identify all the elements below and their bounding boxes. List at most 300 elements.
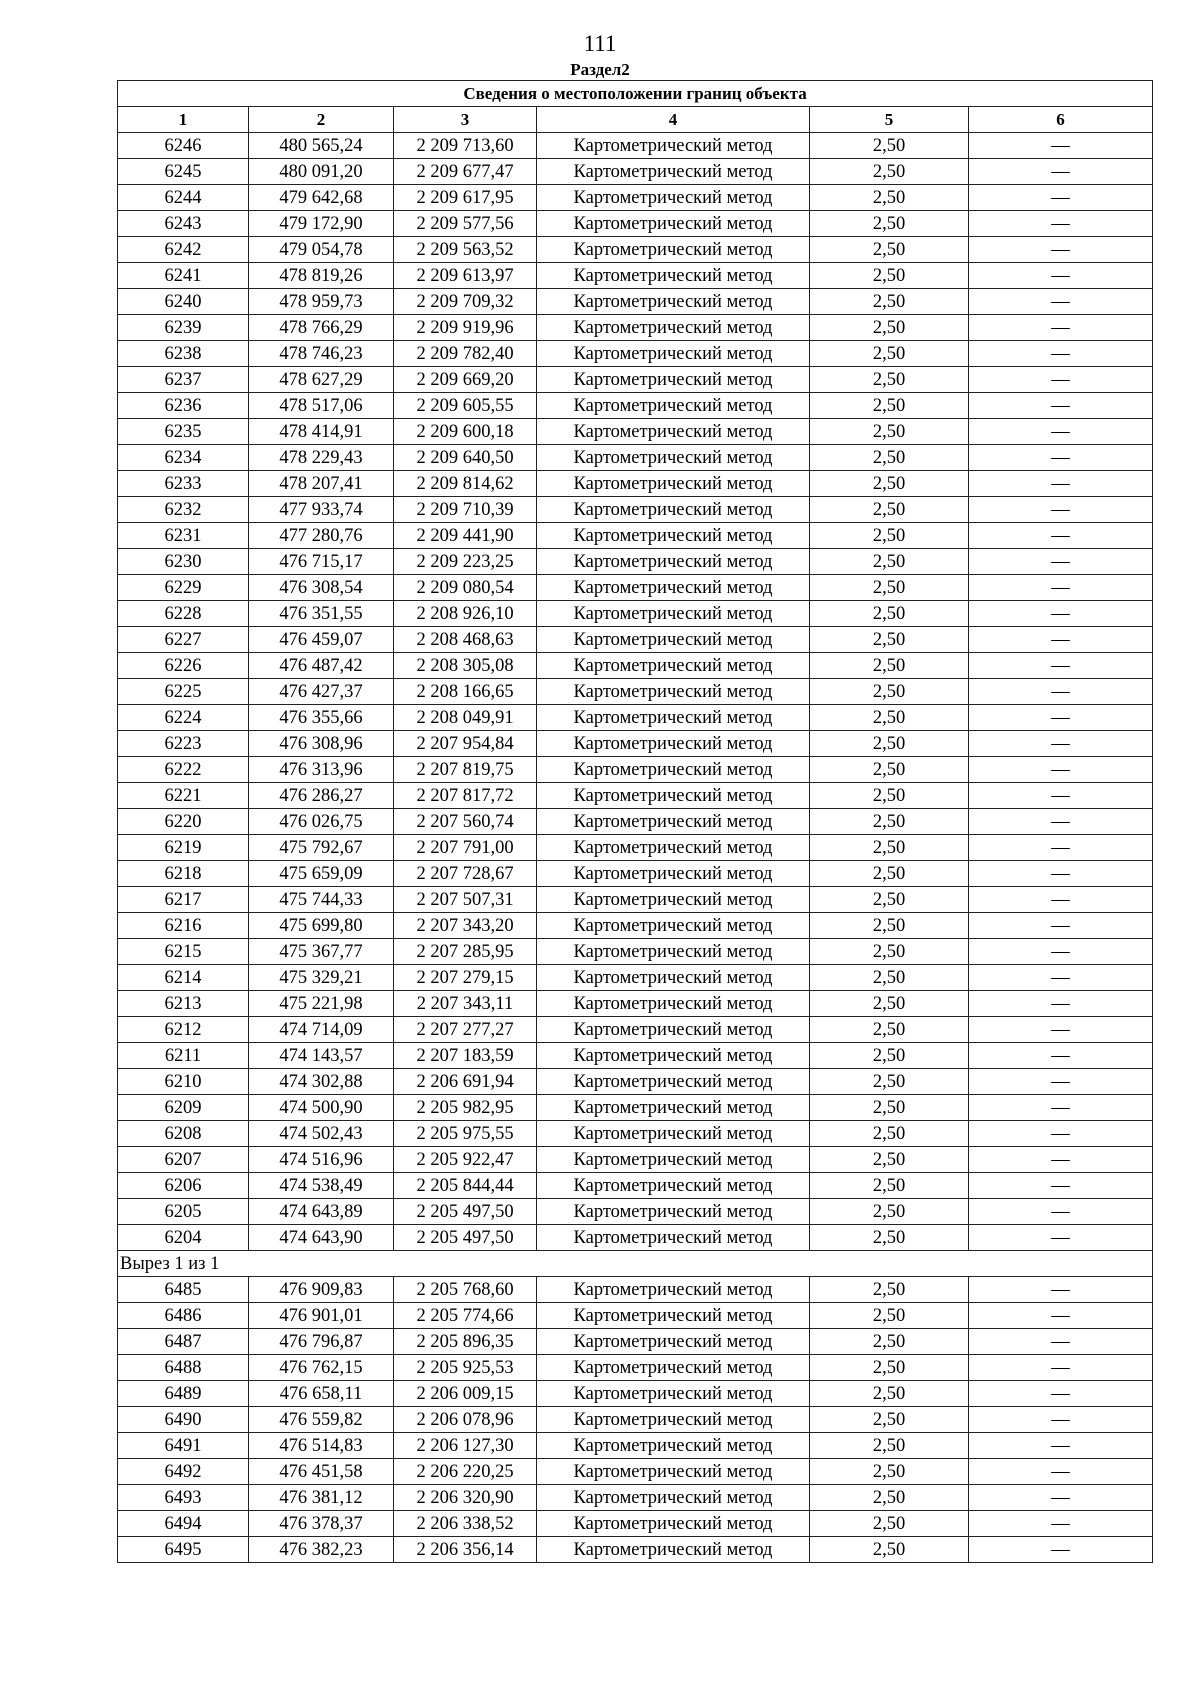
table-row — [118, 497, 1153, 523]
method-cell: Картометрический метод — [537, 1277, 810, 1303]
table-row — [118, 913, 1153, 939]
description-cell: — — [969, 341, 1153, 367]
column-header: 4 — [537, 107, 810, 133]
point-number-cell: 6222 — [118, 757, 249, 783]
point-number-cell: 6239 — [118, 315, 249, 341]
description-cell: — — [969, 627, 1153, 653]
y-coordinate-cell: 2 209 709,32 — [394, 289, 537, 315]
point-number-cell: 6236 — [118, 393, 249, 419]
column-header: 6 — [969, 107, 1153, 133]
description-cell: — — [969, 1121, 1153, 1147]
table-row — [118, 1043, 1153, 1069]
point-number-cell: 6224 — [118, 705, 249, 731]
precision-cell: 2,50 — [810, 289, 969, 315]
y-coordinate-cell: 2 207 817,72 — [394, 783, 537, 809]
y-coordinate-cell: 2 209 782,40 — [394, 341, 537, 367]
precision-cell: 2,50 — [810, 757, 969, 783]
method-cell: Картометрический метод — [537, 289, 810, 315]
table-row — [118, 1147, 1153, 1173]
method-cell: Картометрический метод — [537, 1069, 810, 1095]
cutout-label: Вырез 1 из 1 — [118, 1251, 1153, 1277]
x-coordinate-cell: 474 516,96 — [249, 1147, 394, 1173]
x-coordinate-cell: 475 699,80 — [249, 913, 394, 939]
method-cell: Картометрический метод — [537, 731, 810, 757]
point-number-cell: 6243 — [118, 211, 249, 237]
point-number-cell: 6233 — [118, 471, 249, 497]
description-cell: — — [969, 1329, 1153, 1355]
description-cell: — — [969, 185, 1153, 211]
description-cell: — — [969, 237, 1153, 263]
table-row — [118, 211, 1153, 237]
y-coordinate-cell: 2 209 613,97 — [394, 263, 537, 289]
point-number-cell: 6494 — [118, 1511, 249, 1537]
description-cell: — — [969, 1043, 1153, 1069]
x-coordinate-cell: 476 909,83 — [249, 1277, 394, 1303]
precision-cell: 2,50 — [810, 887, 969, 913]
point-number-cell: 6495 — [118, 1537, 249, 1563]
method-cell: Картометрический метод — [537, 1121, 810, 1147]
y-coordinate-cell: 2 206 078,96 — [394, 1407, 537, 1433]
y-coordinate-cell: 2 209 814,62 — [394, 471, 537, 497]
y-coordinate-cell: 2 209 600,18 — [394, 419, 537, 445]
table-row — [118, 1017, 1153, 1043]
method-cell: Картометрический метод — [537, 861, 810, 887]
point-number-cell: 6216 — [118, 913, 249, 939]
description-cell: — — [969, 1537, 1153, 1563]
method-cell: Картометрический метод — [537, 393, 810, 419]
table-row — [118, 1355, 1153, 1381]
description-cell: — — [969, 263, 1153, 289]
x-coordinate-cell: 479 054,78 — [249, 237, 394, 263]
precision-cell: 2,50 — [810, 1147, 969, 1173]
description-cell: — — [969, 315, 1153, 341]
cutout-rows — [118, 1277, 1153, 1563]
method-cell: Картометрический метод — [537, 705, 810, 731]
table-row — [118, 419, 1153, 445]
table-row — [118, 1121, 1153, 1147]
precision-cell: 2,50 — [810, 419, 969, 445]
precision-cell: 2,50 — [810, 523, 969, 549]
y-coordinate-cell: 2 207 728,67 — [394, 861, 537, 887]
precision-cell: 2,50 — [810, 1485, 969, 1511]
y-coordinate-cell: 2 209 669,20 — [394, 367, 537, 393]
y-coordinate-cell: 2 209 710,39 — [394, 497, 537, 523]
point-number-cell: 6206 — [118, 1173, 249, 1199]
table-row — [118, 1511, 1153, 1537]
point-number-cell: 6491 — [118, 1433, 249, 1459]
x-coordinate-cell: 476 901,01 — [249, 1303, 394, 1329]
method-cell: Картометрический метод — [537, 1329, 810, 1355]
table-row — [118, 1225, 1153, 1251]
method-cell: Картометрический метод — [537, 1173, 810, 1199]
table-row — [118, 1407, 1153, 1433]
description-cell: — — [969, 1173, 1153, 1199]
table-row — [118, 679, 1153, 705]
description-cell: — — [969, 835, 1153, 861]
precision-cell: 2,50 — [810, 1225, 969, 1251]
point-number-cell: 6245 — [118, 159, 249, 185]
description-cell: — — [969, 1147, 1153, 1173]
method-cell: Картометрический метод — [537, 1147, 810, 1173]
y-coordinate-cell: 2 207 279,15 — [394, 965, 537, 991]
point-number-cell: 6210 — [118, 1069, 249, 1095]
description-cell: — — [969, 809, 1153, 835]
x-coordinate-cell: 478 627,29 — [249, 367, 394, 393]
precision-cell: 2,50 — [810, 445, 969, 471]
description-cell: — — [969, 289, 1153, 315]
table-row — [118, 653, 1153, 679]
y-coordinate-cell: 2 209 617,95 — [394, 185, 537, 211]
table-row — [118, 1537, 1153, 1563]
precision-cell: 2,50 — [810, 341, 969, 367]
description-cell: — — [969, 575, 1153, 601]
y-coordinate-cell: 2 209 677,47 — [394, 159, 537, 185]
precision-cell: 2,50 — [810, 159, 969, 185]
x-coordinate-cell: 476 762,15 — [249, 1355, 394, 1381]
precision-cell: 2,50 — [810, 861, 969, 887]
description-cell: — — [969, 939, 1153, 965]
y-coordinate-cell: 2 209 441,90 — [394, 523, 537, 549]
boundary-coordinates-table — [117, 80, 1153, 1563]
method-cell: Картометрический метод — [537, 1433, 810, 1459]
x-coordinate-cell: 478 229,43 — [249, 445, 394, 471]
y-coordinate-cell: 2 208 049,91 — [394, 705, 537, 731]
description-cell: — — [969, 705, 1153, 731]
table-row — [118, 367, 1153, 393]
precision-cell: 2,50 — [810, 1355, 969, 1381]
method-cell: Картометрический метод — [537, 965, 810, 991]
x-coordinate-cell: 474 538,49 — [249, 1173, 394, 1199]
y-coordinate-cell: 2 207 819,75 — [394, 757, 537, 783]
method-cell: Картометрический метод — [537, 809, 810, 835]
precision-cell: 2,50 — [810, 965, 969, 991]
table-row — [118, 627, 1153, 653]
table-row — [118, 1199, 1153, 1225]
column-header: 3 — [394, 107, 537, 133]
y-coordinate-cell: 2 208 926,10 — [394, 601, 537, 627]
method-cell: Картометрический метод — [537, 679, 810, 705]
x-coordinate-cell: 476 451,58 — [249, 1459, 394, 1485]
precision-cell: 2,50 — [810, 731, 969, 757]
table-row — [118, 1173, 1153, 1199]
point-number-cell: 6221 — [118, 783, 249, 809]
x-coordinate-cell: 475 329,21 — [249, 965, 394, 991]
x-coordinate-cell: 475 367,77 — [249, 939, 394, 965]
x-coordinate-cell: 479 172,90 — [249, 211, 394, 237]
precision-cell: 2,50 — [810, 1017, 969, 1043]
y-coordinate-cell: 2 206 320,90 — [394, 1485, 537, 1511]
x-coordinate-cell: 476 459,07 — [249, 627, 394, 653]
method-cell: Картометрический метод — [537, 1511, 810, 1537]
x-coordinate-cell: 476 381,12 — [249, 1485, 394, 1511]
description-cell: — — [969, 1485, 1153, 1511]
method-cell: Картометрический метод — [537, 497, 810, 523]
x-coordinate-cell: 476 559,82 — [249, 1407, 394, 1433]
table-row — [118, 835, 1153, 861]
x-coordinate-cell: 476 308,54 — [249, 575, 394, 601]
point-number-cell: 6227 — [118, 627, 249, 653]
table-row — [118, 809, 1153, 835]
description-cell: — — [969, 1381, 1153, 1407]
table-row — [118, 783, 1153, 809]
description-cell: — — [969, 861, 1153, 887]
table-row — [118, 601, 1153, 627]
x-coordinate-cell: 478 959,73 — [249, 289, 394, 315]
method-cell: Картометрический метод — [537, 835, 810, 861]
y-coordinate-cell: 2 209 919,96 — [394, 315, 537, 341]
x-coordinate-cell: 476 026,75 — [249, 809, 394, 835]
x-coordinate-cell: 475 659,09 — [249, 861, 394, 887]
y-coordinate-cell: 2 208 166,65 — [394, 679, 537, 705]
method-cell: Картометрический метод — [537, 471, 810, 497]
table-row — [118, 939, 1153, 965]
description-cell: — — [969, 1199, 1153, 1225]
description-cell: — — [969, 393, 1153, 419]
point-number-cell: 6244 — [118, 185, 249, 211]
point-number-cell: 6242 — [118, 237, 249, 263]
x-coordinate-cell: 476 514,83 — [249, 1433, 394, 1459]
precision-cell: 2,50 — [810, 185, 969, 211]
y-coordinate-cell: 2 207 183,59 — [394, 1043, 537, 1069]
table-row — [118, 861, 1153, 887]
description-cell: — — [969, 497, 1153, 523]
method-cell: Картометрический метод — [537, 939, 810, 965]
point-number-cell: 6225 — [118, 679, 249, 705]
description-cell: — — [969, 133, 1153, 159]
point-number-cell: 6246 — [118, 133, 249, 159]
description-cell: — — [969, 1069, 1153, 1095]
table-row — [118, 1433, 1153, 1459]
method-cell: Картометрический метод — [537, 419, 810, 445]
x-coordinate-cell: 474 714,09 — [249, 1017, 394, 1043]
precision-cell: 2,50 — [810, 1329, 969, 1355]
point-number-cell: 6209 — [118, 1095, 249, 1121]
precision-cell: 2,50 — [810, 653, 969, 679]
method-cell: Картометрический метод — [537, 1355, 810, 1381]
precision-cell: 2,50 — [810, 471, 969, 497]
method-cell: Картометрический метод — [537, 263, 810, 289]
column-header: 1 — [118, 107, 249, 133]
table-row — [118, 159, 1153, 185]
description-cell: — — [969, 1433, 1153, 1459]
method-cell: Картометрический метод — [537, 549, 810, 575]
description-cell: — — [969, 1095, 1153, 1121]
description-cell: — — [969, 445, 1153, 471]
x-coordinate-cell: 478 766,29 — [249, 315, 394, 341]
x-coordinate-cell: 474 302,88 — [249, 1069, 394, 1095]
point-number-cell: 6230 — [118, 549, 249, 575]
x-coordinate-cell: 474 643,89 — [249, 1199, 394, 1225]
x-coordinate-cell: 476 351,55 — [249, 601, 394, 627]
y-coordinate-cell: 2 205 497,50 — [394, 1199, 537, 1225]
method-cell: Картометрический метод — [537, 601, 810, 627]
main-rows — [118, 133, 1153, 1251]
description-cell: — — [969, 783, 1153, 809]
y-coordinate-cell: 2 207 343,20 — [394, 913, 537, 939]
description-cell: — — [969, 913, 1153, 939]
table-row — [118, 341, 1153, 367]
x-coordinate-cell: 478 819,26 — [249, 263, 394, 289]
precision-cell: 2,50 — [810, 211, 969, 237]
x-coordinate-cell: 476 355,66 — [249, 705, 394, 731]
method-cell: Картометрический метод — [537, 341, 810, 367]
precision-cell: 2,50 — [810, 1173, 969, 1199]
description-cell: — — [969, 471, 1153, 497]
method-cell: Картометрический метод — [537, 1095, 810, 1121]
x-coordinate-cell: 480 091,20 — [249, 159, 394, 185]
precision-cell: 2,50 — [810, 835, 969, 861]
method-cell: Картометрический метод — [537, 575, 810, 601]
precision-cell: 2,50 — [810, 1095, 969, 1121]
description-cell: — — [969, 1407, 1153, 1433]
x-coordinate-cell: 475 221,98 — [249, 991, 394, 1017]
precision-cell: 2,50 — [810, 1407, 969, 1433]
description-cell: — — [969, 1511, 1153, 1537]
method-cell: Картометрический метод — [537, 991, 810, 1017]
precision-cell: 2,50 — [810, 263, 969, 289]
x-coordinate-cell: 474 643,90 — [249, 1225, 394, 1251]
description-cell: — — [969, 1277, 1153, 1303]
y-coordinate-cell: 2 205 925,53 — [394, 1355, 537, 1381]
y-coordinate-cell: 2 207 560,74 — [394, 809, 537, 835]
cutout-label-row — [118, 1251, 1153, 1277]
x-coordinate-cell: 476 658,11 — [249, 1381, 394, 1407]
method-cell: Картометрический метод — [537, 1043, 810, 1069]
point-number-cell: 6486 — [118, 1303, 249, 1329]
point-number-cell: 6214 — [118, 965, 249, 991]
precision-cell: 2,50 — [810, 315, 969, 341]
point-number-cell: 6213 — [118, 991, 249, 1017]
method-cell: Картометрический метод — [537, 887, 810, 913]
table-row — [118, 133, 1153, 159]
point-number-cell: 6219 — [118, 835, 249, 861]
point-number-cell: 6493 — [118, 1485, 249, 1511]
table-row — [118, 1459, 1153, 1485]
point-number-cell: 6485 — [118, 1277, 249, 1303]
y-coordinate-cell: 2 208 468,63 — [394, 627, 537, 653]
x-coordinate-cell: 477 933,74 — [249, 497, 394, 523]
point-number-cell: 6228 — [118, 601, 249, 627]
method-cell: Картометрический метод — [537, 1303, 810, 1329]
table-row — [118, 1069, 1153, 1095]
y-coordinate-cell: 2 207 954,84 — [394, 731, 537, 757]
precision-cell: 2,50 — [810, 393, 969, 419]
method-cell: Картометрический метод — [537, 1485, 810, 1511]
point-number-cell: 6234 — [118, 445, 249, 471]
point-number-cell: 6490 — [118, 1407, 249, 1433]
method-cell: Картометрический метод — [537, 1407, 810, 1433]
x-coordinate-cell: 476 487,42 — [249, 653, 394, 679]
point-number-cell: 6231 — [118, 523, 249, 549]
x-coordinate-cell: 477 280,76 — [249, 523, 394, 549]
table-row — [118, 1381, 1153, 1407]
x-coordinate-cell: 476 286,27 — [249, 783, 394, 809]
x-coordinate-cell: 478 207,41 — [249, 471, 394, 497]
column-header: 2 — [249, 107, 394, 133]
table-row — [118, 575, 1153, 601]
table-header — [118, 81, 1153, 133]
x-coordinate-cell: 475 792,67 — [249, 835, 394, 861]
caption-row — [118, 81, 1153, 107]
precision-cell: 2,50 — [810, 939, 969, 965]
table-row — [118, 1329, 1153, 1355]
point-number-cell: 6220 — [118, 809, 249, 835]
method-cell: Картометрический метод — [537, 159, 810, 185]
x-coordinate-cell: 480 565,24 — [249, 133, 394, 159]
description-cell: — — [969, 757, 1153, 783]
description-cell: — — [969, 965, 1153, 991]
precision-cell: 2,50 — [810, 913, 969, 939]
y-coordinate-cell: 2 209 080,54 — [394, 575, 537, 601]
point-number-cell: 6217 — [118, 887, 249, 913]
table-row — [118, 263, 1153, 289]
table-row — [118, 523, 1153, 549]
point-number-cell: 6241 — [118, 263, 249, 289]
y-coordinate-cell: 2 205 497,50 — [394, 1225, 537, 1251]
description-cell: — — [969, 523, 1153, 549]
description-cell: — — [969, 211, 1153, 237]
table-row — [118, 757, 1153, 783]
table-row — [118, 315, 1153, 341]
y-coordinate-cell: 2 209 563,52 — [394, 237, 537, 263]
table-caption: Сведения о местоположении границ объекта — [118, 81, 1153, 107]
method-cell: Картометрический метод — [537, 913, 810, 939]
point-number-cell: 6235 — [118, 419, 249, 445]
x-coordinate-cell: 475 744,33 — [249, 887, 394, 913]
precision-cell: 2,50 — [810, 1511, 969, 1537]
point-number-cell: 6205 — [118, 1199, 249, 1225]
method-cell: Картометрический метод — [537, 757, 810, 783]
y-coordinate-cell: 2 208 305,08 — [394, 653, 537, 679]
table-row — [118, 393, 1153, 419]
precision-cell: 2,50 — [810, 1277, 969, 1303]
description-cell: — — [969, 159, 1153, 185]
point-number-cell: 6489 — [118, 1381, 249, 1407]
y-coordinate-cell: 2 209 640,50 — [394, 445, 537, 471]
x-coordinate-cell: 474 502,43 — [249, 1121, 394, 1147]
method-cell: Картометрический метод — [537, 627, 810, 653]
description-cell: — — [969, 1303, 1153, 1329]
point-number-cell: 6487 — [118, 1329, 249, 1355]
description-cell: — — [969, 1459, 1153, 1485]
y-coordinate-cell: 2 206 220,25 — [394, 1459, 537, 1485]
point-number-cell: 6238 — [118, 341, 249, 367]
x-coordinate-cell: 476 427,37 — [249, 679, 394, 705]
precision-cell: 2,50 — [810, 783, 969, 809]
description-cell: — — [969, 601, 1153, 627]
y-coordinate-cell: 2 205 975,55 — [394, 1121, 537, 1147]
description-cell: — — [969, 419, 1153, 445]
x-coordinate-cell: 476 382,23 — [249, 1537, 394, 1563]
precision-cell: 2,50 — [810, 1069, 969, 1095]
y-coordinate-cell: 2 207 343,11 — [394, 991, 537, 1017]
y-coordinate-cell: 2 205 844,44 — [394, 1173, 537, 1199]
method-cell: Картометрический метод — [537, 185, 810, 211]
precision-cell: 2,50 — [810, 991, 969, 1017]
x-coordinate-cell: 476 308,96 — [249, 731, 394, 757]
point-number-cell: 6208 — [118, 1121, 249, 1147]
precision-cell: 2,50 — [810, 627, 969, 653]
table-row — [118, 1277, 1153, 1303]
table-row — [118, 289, 1153, 315]
y-coordinate-cell: 2 209 223,25 — [394, 549, 537, 575]
page-number: 111 — [583, 31, 617, 56]
method-cell: Картометрический метод — [537, 445, 810, 471]
precision-cell: 2,50 — [810, 1459, 969, 1485]
table-row — [118, 887, 1153, 913]
x-coordinate-cell: 474 143,57 — [249, 1043, 394, 1069]
precision-cell: 2,50 — [810, 1381, 969, 1407]
